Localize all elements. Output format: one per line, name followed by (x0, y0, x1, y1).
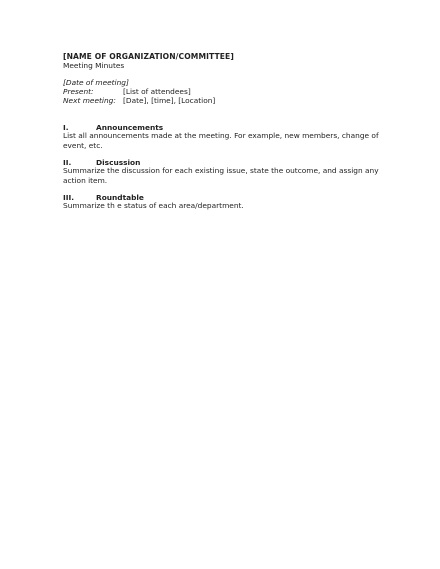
meeting-date: [Date of meeting] (63, 78, 129, 87)
next-meeting-label: Next meeting: (63, 96, 116, 105)
section-numeral: II. (63, 158, 72, 167)
section-body-roundtable: Summarize th e status of each area/department. (63, 201, 244, 210)
section-numeral: III. (63, 193, 75, 202)
section-body-announcements: List all announcements made at the meeting. For example, new members, change of event, etc. (63, 131, 379, 150)
present-label: Present: (63, 87, 94, 96)
next-meeting-row (63, 96, 215, 105)
document-title: Meeting Minutes (63, 61, 125, 70)
section-title: Roundtable (96, 193, 144, 202)
present-value: [List of attendees] (123, 87, 191, 96)
section-numeral: I. (63, 123, 69, 132)
section-body-discussion: Summarize the discussion for each existing issue, state the outcome, and assign any action item. (63, 166, 379, 185)
next-meeting-value: [Date], [time], [Location] (123, 96, 216, 105)
section-title: Discussion (96, 158, 141, 167)
section-title: Announcements (96, 123, 164, 132)
present-row (63, 87, 191, 96)
organization-name: [NAME OF ORGANIZATION/COMMITTEE] (63, 52, 234, 61)
